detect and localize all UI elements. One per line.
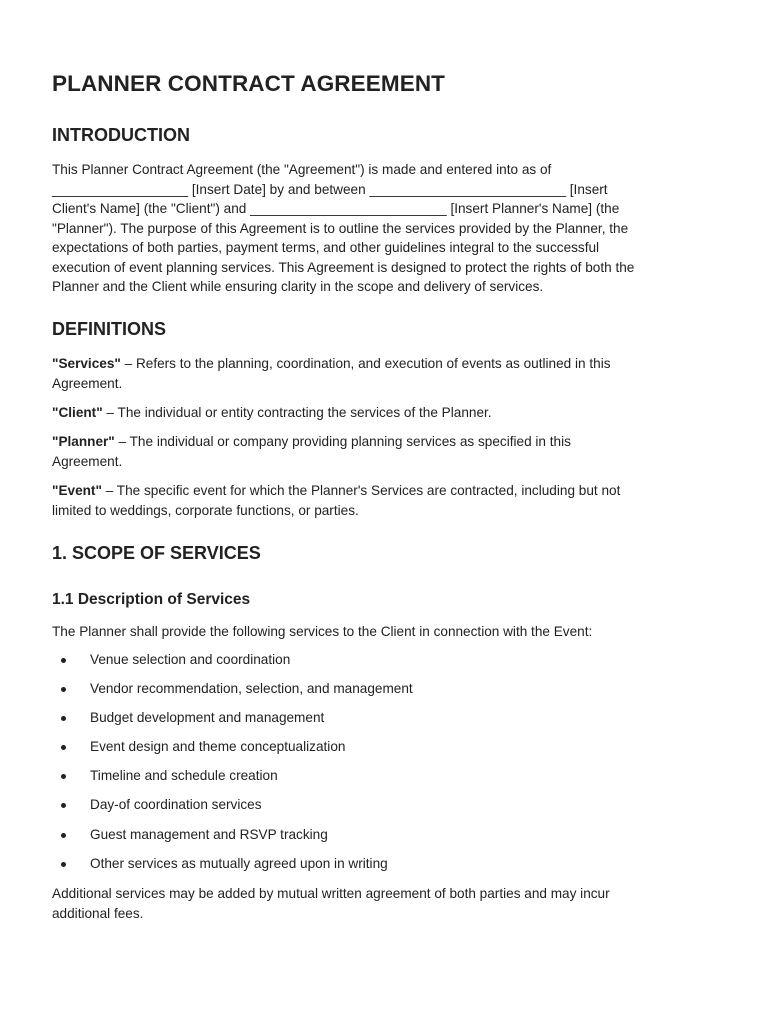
bullet-icon — [61, 774, 66, 779]
bullet-icon — [61, 833, 66, 838]
introduction-line: Planner and the Client while ensuring clarity in the scope and delivery of services. — [52, 279, 544, 294]
definition-text: – The individual or company providing planning services as specified in this — [114, 434, 571, 449]
definition-text: – The individual or entity contracting the services of the Planner. — [102, 405, 492, 420]
introduction-line: execution of event planning services. This Agreement is designed to protect the rights of both the — [52, 259, 635, 275]
bullet-icon — [61, 862, 66, 867]
bullet-icon — [61, 716, 66, 721]
list-item: Vendor recommendation, selection, and management — [52, 679, 720, 708]
introduction-line: This Planner Contract Agreement (the "Agreement") is made and entered into as of — [52, 162, 552, 177]
definition-text: Agreement. — [52, 375, 123, 391]
definition-text: – The specific event for which the Planner's Services are contracted, including but not — [101, 483, 621, 498]
introduction-line: expectations of both parties, payment terms, and other guidelines integral to the successful — [52, 240, 600, 255]
definition-event — [52, 481, 720, 520]
list-item: Day-of coordination services — [52, 795, 720, 824]
introduction-heading: INTRODUCTION — [52, 125, 190, 145]
definition-term: "Planner" — [52, 434, 115, 449]
definition-term: "Event" — [52, 483, 102, 498]
list-item: Timeline and schedule creation — [52, 766, 720, 795]
bullet-icon — [61, 658, 66, 663]
definition-planner — [52, 432, 720, 471]
introduction-paragraph — [52, 160, 720, 297]
scope-heading: 1. SCOPE OF SERVICES — [52, 543, 261, 563]
definition-client — [52, 403, 720, 423]
definition-term: "Client" — [52, 405, 103, 420]
list-item: Venue selection and coordination — [52, 650, 720, 679]
bullet-icon — [61, 745, 66, 750]
list-item: Event design and theme conceptualization — [52, 737, 720, 766]
bullet-icon — [61, 687, 66, 692]
list-item: Budget development and management — [52, 708, 720, 737]
list-item: Other services as mutually agreed upon in writing — [52, 854, 720, 883]
services-list — [52, 650, 720, 883]
scope-closing-paragraph: Additional services may be added by mutual written agreement of both parties and may incur additional fees. — [52, 886, 610, 921]
definition-text: limited to weddings, corporate functions, or parties. — [52, 502, 359, 518]
introduction-line: "Planner"). The purpose of this Agreement is to outline the services provided by the Planner, the — [52, 220, 629, 236]
definition-term: "Services" — [52, 356, 121, 371]
list-item: Guest management and RSVP tracking — [52, 825, 720, 854]
introduction-line: __________________ [Insert Date] by and between __________________________ [Insert — [52, 181, 608, 197]
bullet-icon — [61, 803, 66, 808]
introduction-line: Client's Name] (the "Client") and __________________________ [Insert Planner's Name] (the — [52, 201, 620, 216]
definitions-heading: DEFINITIONS — [52, 319, 167, 339]
scope-subheading: 1.1 Description of Services — [52, 591, 251, 608]
document-title: PLANNER CONTRACT AGREEMENT — [52, 71, 446, 96]
definition-text: Agreement. — [52, 453, 123, 469]
scope-intro: The Planner shall provide the following services to the Client in connection with the Event: — [52, 624, 593, 639]
definition-services — [52, 354, 720, 393]
definition-text: – Refers to the planning, coordination, and execution of events as outlined in this — [120, 356, 611, 371]
